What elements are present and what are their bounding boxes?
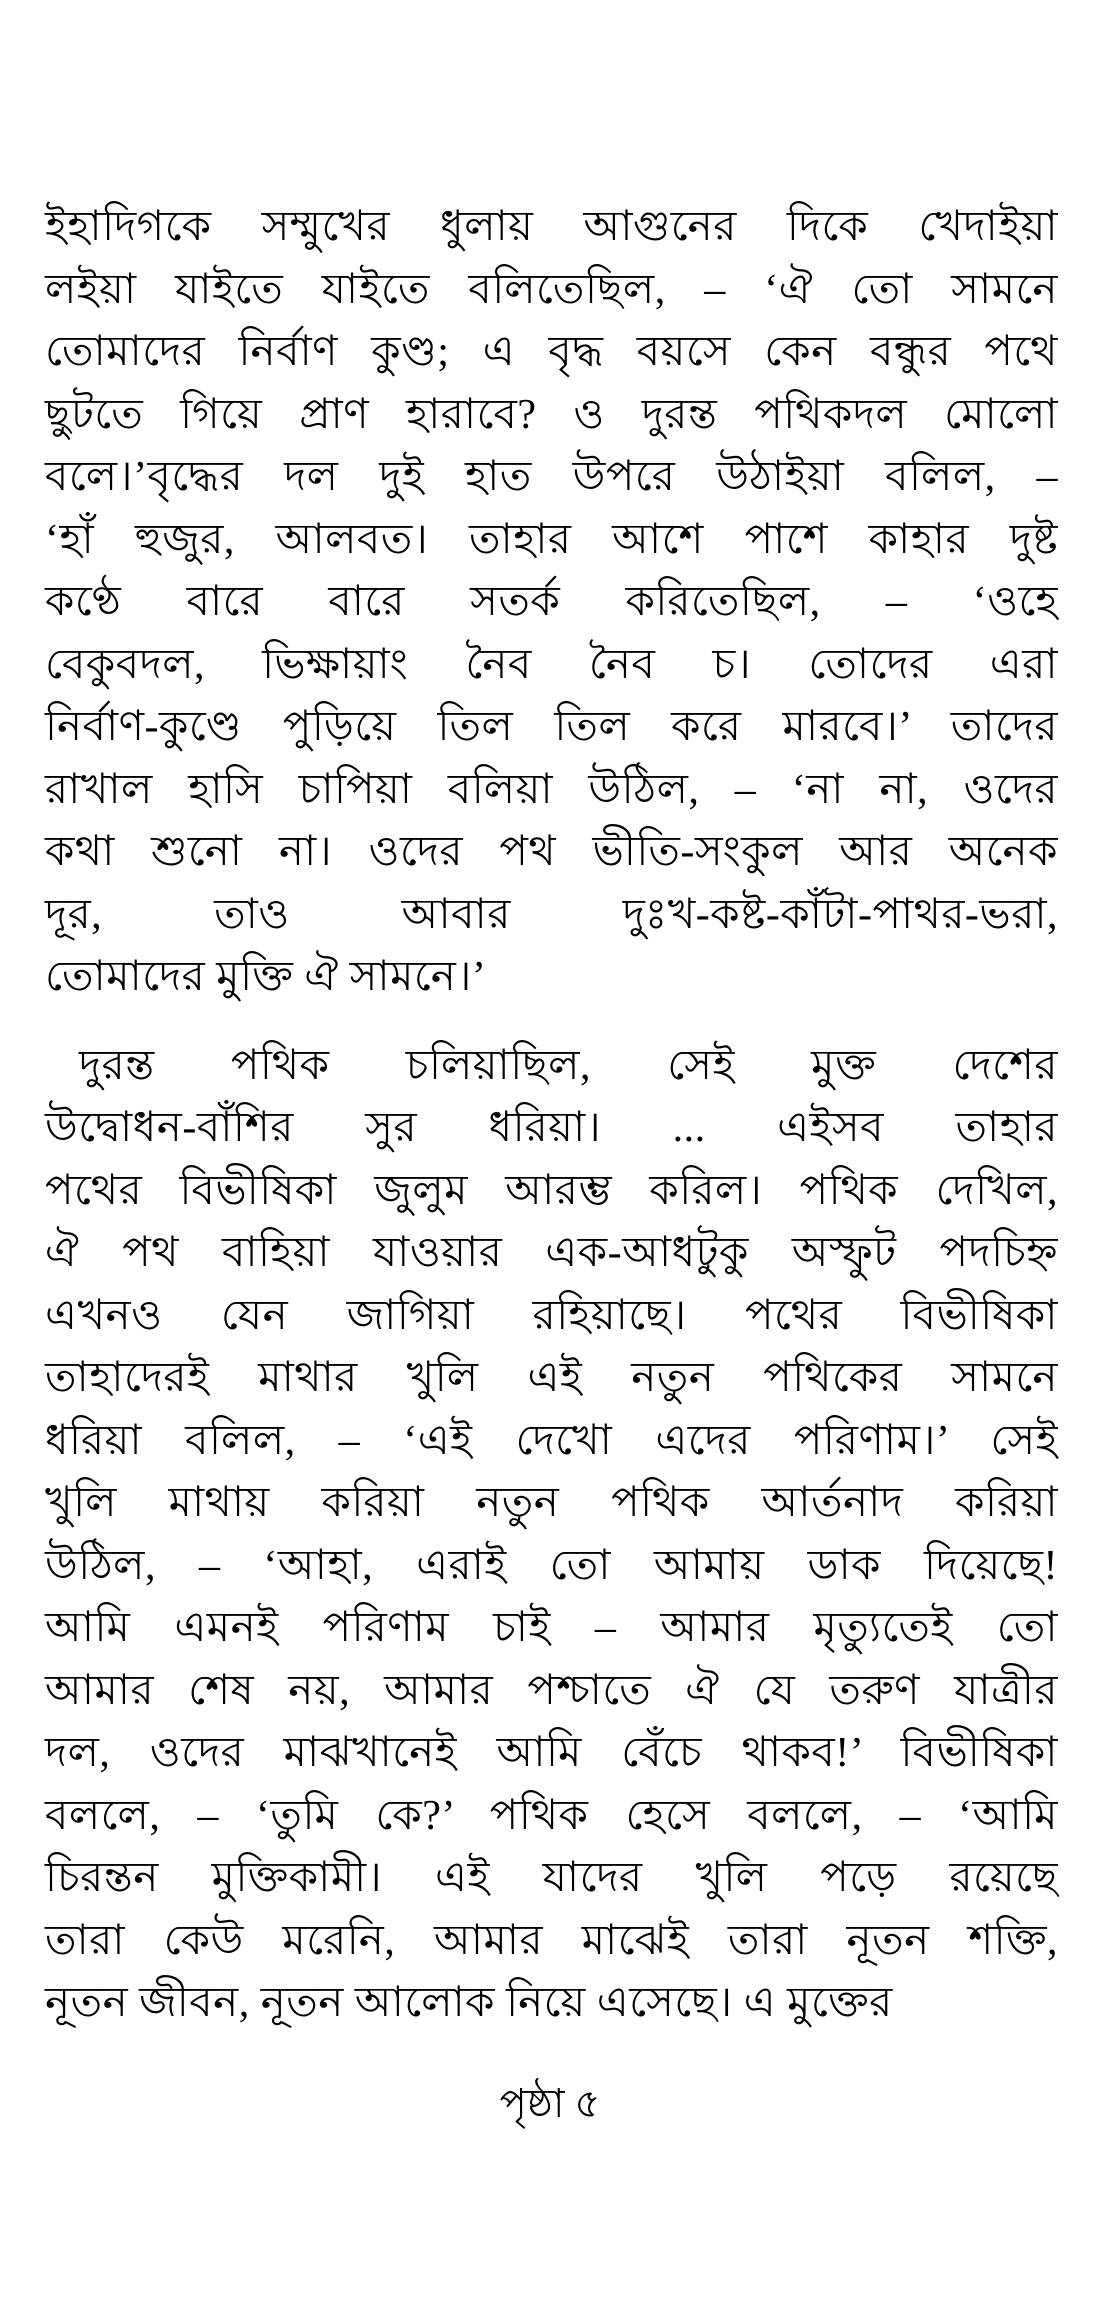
text-line: তোমাদের মুক্তি ঐ সামনে।’ [45,954,487,1000]
text-line: আমার শেষ নয়, আমার পশ্চাতে ঐ যে তরুণ যাত্রীর [45,1667,1058,1714]
text-line: ঐ পথ বাহিয়া যাওয়ার এক-আধটুকু অস্ফুট পদচিহ্ন [45,1230,1058,1276]
text-line: এখনও যেন জাগিয়া রহিয়াছে। পথের বিভীষিকা [45,1292,1058,1339]
text-line: বেকুবদল, ভিক্ষায়াং নৈব নৈব চ। তোদের এরা [45,641,1058,688]
text-line: নূতন জীবন, নূতন আলোক নিয়ে এসেছে। এ মুক্তের [45,1980,893,2026]
text-line: উঠিল, – ‘আহা, এরাই তো আমায় ডাক দিয়েছে! [45,1542,1058,1589]
paragraph-1 [45,196,1058,1009]
text-line: ইহাদিগকে সম্মুখের ধুলায় আগুনের দিকে খেদাইয়া [45,204,1058,250]
text-line: বললে, – ‘তুমি কে?’ পথিক হেসে বললে, – ‘আমি [45,1792,1058,1839]
text-line: আমি এমনই পরিণাম চাই – আমার মৃত্যুতেই তো [45,1605,1058,1651]
text-line: খুলি মাথায় করিয়া নতুন পথিক আর্তনাদ করিয়া [45,1480,1058,1526]
text-line: ‘হাঁ হুজুর, আলবত। তাহার আশে পাশে কাহার দুষ্ট [45,516,1058,563]
text-line: উদ্বোধন-বাঁশির সুর ধরিয়া। ... এইসব তাহার [45,1105,1058,1151]
text-line: লইয়া যাইতে যাইতে বলিতেছিল, – ‘ঐ তো সামনে [45,266,1058,313]
text-line: রাখাল হাসি চাপিয়া বলিয়া উঠিল, – ‘না না, ওদের [45,766,1058,813]
text-line: তারা কেউ মরেনি, আমার মাঝেই তারা নূতন শক্তি, [45,1917,1058,1964]
text-line: দূর, তাও আবার দুঃখ-কষ্ট-কাঁটা-পাথর-ভরা, [45,891,1058,938]
text-line: ছুটতে গিয়ে প্রাণ হারাবে? ও দুরন্ত পথিকদল মোলো [45,391,1058,438]
text-line: চিরন্তন মুক্তিকামী। এই যাদের খুলি পড়ে রয়েছে [45,1855,1058,1901]
text-line: তোমাদের নির্বাণ কুণ্ড; এ বৃদ্ধ বয়সে কেন বন্ধুর পথে [45,329,1058,375]
text-line: নির্বাণ-কুণ্ডে পুড়িয়ে তিল তিল করে মারবে।’ তাদের [45,704,1058,750]
text-line: কণ্ঠে বারে বারে সতর্ক করিতেছিল, – ‘ওহে [45,579,1058,625]
text-line: দুরন্ত পথিক চলিয়াছিল, সেই মুক্ত দেশের [79,1042,1058,1089]
text-line: বলে।’বৃদ্ধের দল দুই হাত উপরে উঠাইয়া বলিল, – [45,454,1058,500]
text-line: ধরিয়া বলিল, – ‘এই দেখো এদের পরিণাম।’ সেই [45,1417,1058,1464]
text-line: পথের বিভীষিকা জুলুম আরম্ভ করিল। পথিক দেখিল, [45,1167,1058,1214]
page-number: পৃষ্ঠা ৫ [499,2081,601,2126]
text-block [45,196,1058,2035]
text-line: তাহাদেরই মাথার খুলি এই নতুন পথিকের সামনে [45,1355,1058,1401]
text-line: দল, ওদের মাঝখানেই আমি বেঁচে থাকব!’ বিভীষিকা [45,1730,1058,1776]
text-line: কথা শুনো না। ওদের পথ ভীতি-সংকুল আর অনেক [45,829,1058,875]
paragraph-2 [45,1035,1058,2035]
